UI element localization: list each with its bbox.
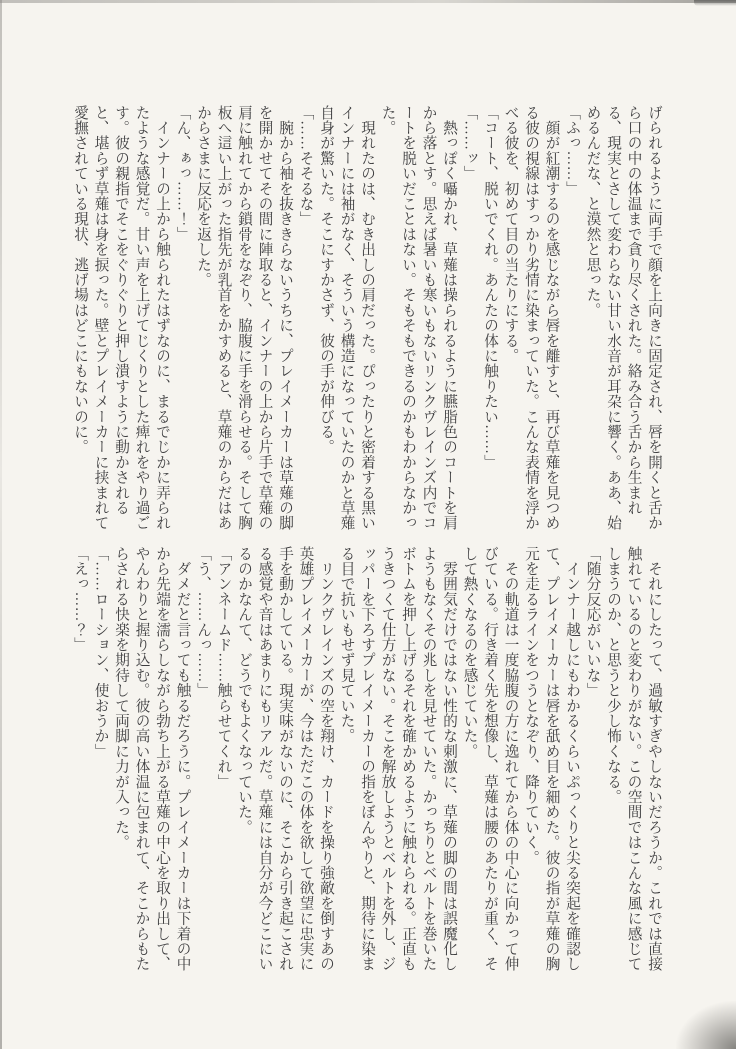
paragraph: 「随分反応がいいな」 bbox=[584, 546, 601, 698]
paragraph: 「ん、ぁっ……！」 bbox=[174, 105, 191, 242]
paragraph: 「……そそるな」 bbox=[297, 105, 314, 227]
scan-edge-left bbox=[0, 0, 2, 1049]
paragraph: 腕から袖を抜ききらないうちに、プレイメーカーは草薙の脚を開かせてその間に陣取ると、インナーの上から片手で草薙の肩に触れてから鎖骨をなぞり、脇腹に手を滑らせる。そして胸板へ這い上がった指先が乳首をかすめると、草薙のからだはあからさまに反応を返した。 bbox=[195, 105, 293, 531]
paragraph: 顔が紅潮するのを感じながら唇を離すと、再び草薙を見つめる彼の視線はすっかり劣情に染まっていた。こんな表情を浮かべる彼を、初めて目の当たりにする。 bbox=[502, 105, 560, 531]
text-block-upper bbox=[70, 105, 665, 533]
paragraph: 「ふっ……」 bbox=[564, 105, 580, 197]
scan-edge-top bbox=[0, 0, 736, 3]
paragraph: 「アンネームド……触らせてくれ」 bbox=[215, 546, 232, 790]
scan-smudge-top-right bbox=[694, 0, 736, 6]
paragraph: インナー越しにもわかるくらいぷっくりと尖る突起を確認して、プレイメーカーは唇を舐め目を細めた。彼の指が草薙の胸元を走るラインをつうとなぞり、降りていく。 bbox=[523, 546, 580, 972]
paragraph: その軌道は一度脇腹の方に逸れてから体の中心に向かって伸びている。行き着く先を想像し、草薙は腰のあたりが重く、そして熱くなるのを感じていた。 bbox=[461, 546, 519, 972]
paragraph: 「……ローション、使おうか」 bbox=[92, 546, 109, 759]
paragraph: 「コート、脱いでくれ。あんたの体に触りたい……」 bbox=[482, 105, 498, 470]
paragraph: 雰囲気だけではない性的な刺激に、草薙の脚の間は誤魔化しようもなくその兆しを見せていた。かっちりとベルトを巻いたボトムを押し上げるそれを確かめるように触れられる。正直もうきつくて仕方がない。そこを解放しようとベルトを外し、ジッパーを下ろすプレイメーカーの指をぼんやりと、期待に染まる目で抗いもせず見ていた。 bbox=[338, 546, 457, 972]
paragraph: 「う、……んっ……」 bbox=[195, 546, 211, 698]
paragraph: 「えっ……？」 bbox=[72, 546, 88, 653]
paragraph: 現れたのは、むき出しの肩だった。ぴったりと密着する黒いインナーには袖がなく、そういう構造になっていたのかと草薙自身が驚いた。そこにすかさず、彼の手が伸びる。 bbox=[318, 105, 375, 531]
paragraph: インナーの上から触られたはずなのに、まるでじかに弄られたような感覚だ。甘い声を上げてじくりとした痺れをやり過ごす。彼の親指でそこをぐりぐりと押し潰すように動かされると、堪らず草薙は身を捩った。壁とプレイメーカーに挟まれて愛撫されている現状、逃げ場はどこにもないのに。 bbox=[72, 105, 170, 531]
text-block-lower bbox=[70, 546, 665, 974]
paragraph: リンクヴレインズの空を翔け、カードを操り強敵を倒すあの英雄プレイメーカーが、今はただこの体を欲して欲望に忠実に手を動かしている。現実味がないのに、そこから引き起こされる感覚や音はあまりにもリアルだ。草薙には自分が今どこにいるのかなんて、どうでもよくなっていた。 bbox=[236, 546, 334, 972]
scan-shadow-bottom-right bbox=[676, 1001, 736, 1049]
paragraph: それにしたって、過敏すぎやしないだろうか。これでは直接触れているのと変わりがない。この空間ではこんな風に感じてしまうのか、と思うと少し怖くなる。 bbox=[605, 546, 662, 972]
paragraph: 熱っぽく囁かれ、草薙は操られるように臙脂色のコートを肩から落とす。思えば暑いも寒いもないリンクヴレインズ内でコートを脱いだことはない。そもそもできるのかもわからなかった。 bbox=[379, 105, 457, 531]
paragraph: げられるように両手で顔を上向きに固定され、唇を開くと舌から口の中の体温まで貪り尽くされた。絡み合う舌から生まれる、現実とさして変わらない甘い水音が耳朶に響く。ああ、始めるんだな、と漠然と思った。 bbox=[584, 105, 662, 531]
paragraph: 「……ッ」 bbox=[461, 105, 478, 181]
paragraph: ダメだと言っても触るだろうに。プレイメーカーは下着の中から先端を濡らしながら勃ち上がる草薙の中心を取り出して、やんわりと握り込む。彼の高い体温に包まれて、そこからもたらされる快楽を期待して両脚に力が入った。 bbox=[113, 546, 191, 972]
